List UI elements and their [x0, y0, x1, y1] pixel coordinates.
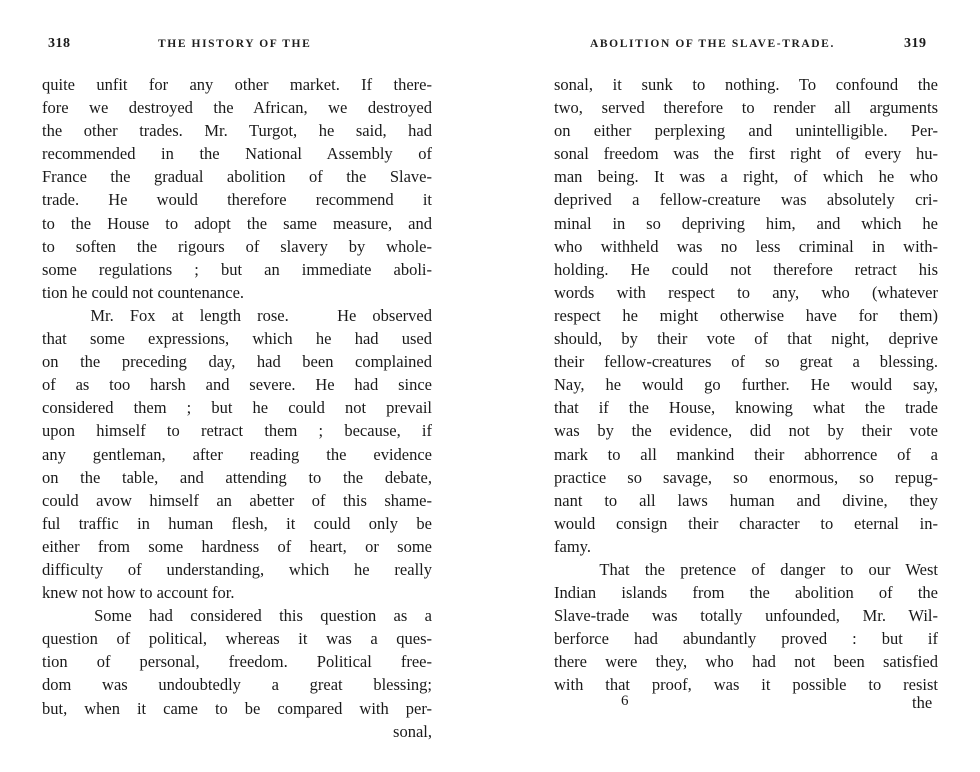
- text-line: on either perplexing and unintelligible. Per-: [554, 121, 938, 141]
- text-line: recommended in the National Assembly of: [42, 144, 432, 164]
- text-line: either from some hardness of heart, or some: [42, 536, 432, 556]
- text-line: but, when it came to be compared with per-: [42, 698, 432, 718]
- text-line: tion he could not countenance.: [42, 282, 245, 302]
- text-line: holding. He could not therefore retract his: [554, 259, 938, 279]
- text-line: quite unfit for any other market. If there-: [42, 75, 432, 94]
- text-line: that some expressions, which he had used: [42, 329, 432, 349]
- text-line: France the gradual abolition of the Slave-: [42, 167, 432, 187]
- text-line: knew not how to account for.: [42, 583, 235, 603]
- text-line: any gentleman, after reading the evidence: [42, 444, 432, 464]
- text-line: That the pretence of danger to our West: [554, 559, 938, 579]
- right-page: [490, 0, 980, 772]
- text-line: was by the evidence, did not by their vote: [554, 421, 938, 441]
- text-line: man being. It was a right, of which he who: [554, 167, 938, 187]
- text-line: should, by their vote of that night, deprive: [554, 329, 938, 349]
- text-line: dom was undoubtedly a great blessing;: [42, 675, 432, 695]
- text-line: trade. He would therefore recommend it: [42, 190, 432, 210]
- text-line: practice so savage, so enormous, so repug-: [554, 467, 938, 487]
- text-line: sonal freedom was the first right of every hu-: [554, 144, 938, 164]
- text-line: with that proof, was it possible to resist: [554, 675, 938, 695]
- left-page-number: 318: [48, 36, 71, 51]
- right-text-block: [554, 73, 938, 697]
- text-line: on the table, and attending to the debate,: [42, 467, 432, 487]
- text-line: question of political, whereas it was a ques-: [42, 629, 432, 649]
- catchword: sonal,: [393, 721, 432, 741]
- text-line: of as too harsh and severe. He had since: [42, 375, 432, 395]
- text-line: nant to all laws human and divine, they: [554, 490, 938, 510]
- text-line: two, served therefore to render all arguments: [554, 98, 938, 118]
- text-line: tion of personal, freedom. Political free-: [42, 652, 432, 672]
- text-line: sonal, it sunk to nothing. To confound the: [554, 75, 938, 94]
- text-line: fore we destroyed the African, we destroyed: [42, 98, 432, 118]
- text-line: deprived a fellow-creature was absolutely cri-: [554, 190, 938, 210]
- text-line: would consign their character to eternal in-: [554, 513, 938, 533]
- text-line: to the House to adopt the same measure, and: [42, 213, 432, 233]
- text-line: some regulations ; but an immediate aboli-: [42, 259, 432, 279]
- text-line: famy.: [554, 536, 591, 556]
- text-line: on the preceding day, had been complained: [42, 352, 432, 372]
- text-line: respect he might otherwise have for them): [554, 305, 938, 325]
- text-line: could avow himself an abetter of this shame-: [42, 490, 432, 510]
- text-line: mark to all mankind their abhorrence of a: [554, 444, 938, 464]
- text-line: who withheld was no less criminal in with-: [554, 236, 938, 256]
- text-line: their fellow-creatures of so great a blessing.: [554, 352, 938, 372]
- signature-mark: 6: [621, 693, 629, 709]
- text-line: the other trades. Mr. Turgot, he said, had: [42, 121, 432, 141]
- text-line: difficulty of understanding, which he really: [42, 559, 432, 579]
- text-line: to soften the rigours of slavery by whole-: [42, 236, 432, 256]
- text-line: berforce had abundantly proved : but if: [554, 629, 938, 649]
- text-line: Indian islands from the abolition of the: [554, 583, 938, 603]
- text-line: words with respect to any, who (whatever: [554, 282, 938, 302]
- text-line: that if the House, knowing what the trade: [554, 398, 938, 418]
- right-running-head: ABOLITION OF THE SLAVE-TRADE.: [590, 38, 835, 50]
- text-line: considered them ; but he could not prevail: [42, 398, 432, 418]
- text-line: Some had considered this question as a: [42, 606, 432, 626]
- text-line: there were they, who had not been satisfied: [554, 652, 938, 672]
- text-line: upon himself to retract them ; because, if: [42, 421, 432, 441]
- right-catchword: the: [912, 693, 933, 712]
- text-line: minal in so depriving him, and which he: [554, 213, 938, 233]
- left-running-head: THE HISTORY OF THE: [158, 38, 312, 50]
- text-line: ful traffic in human flesh, it could only be: [42, 513, 432, 533]
- left-text-block: [42, 73, 432, 743]
- text-line: Slave-trade was totally unfounded, Mr. Wil-: [554, 606, 938, 626]
- right-page-number: 319: [904, 36, 927, 51]
- text-line: Nay, he would go further. He would say,: [554, 375, 938, 395]
- text-line: Mr. Fox at length rose. He observed: [42, 305, 432, 325]
